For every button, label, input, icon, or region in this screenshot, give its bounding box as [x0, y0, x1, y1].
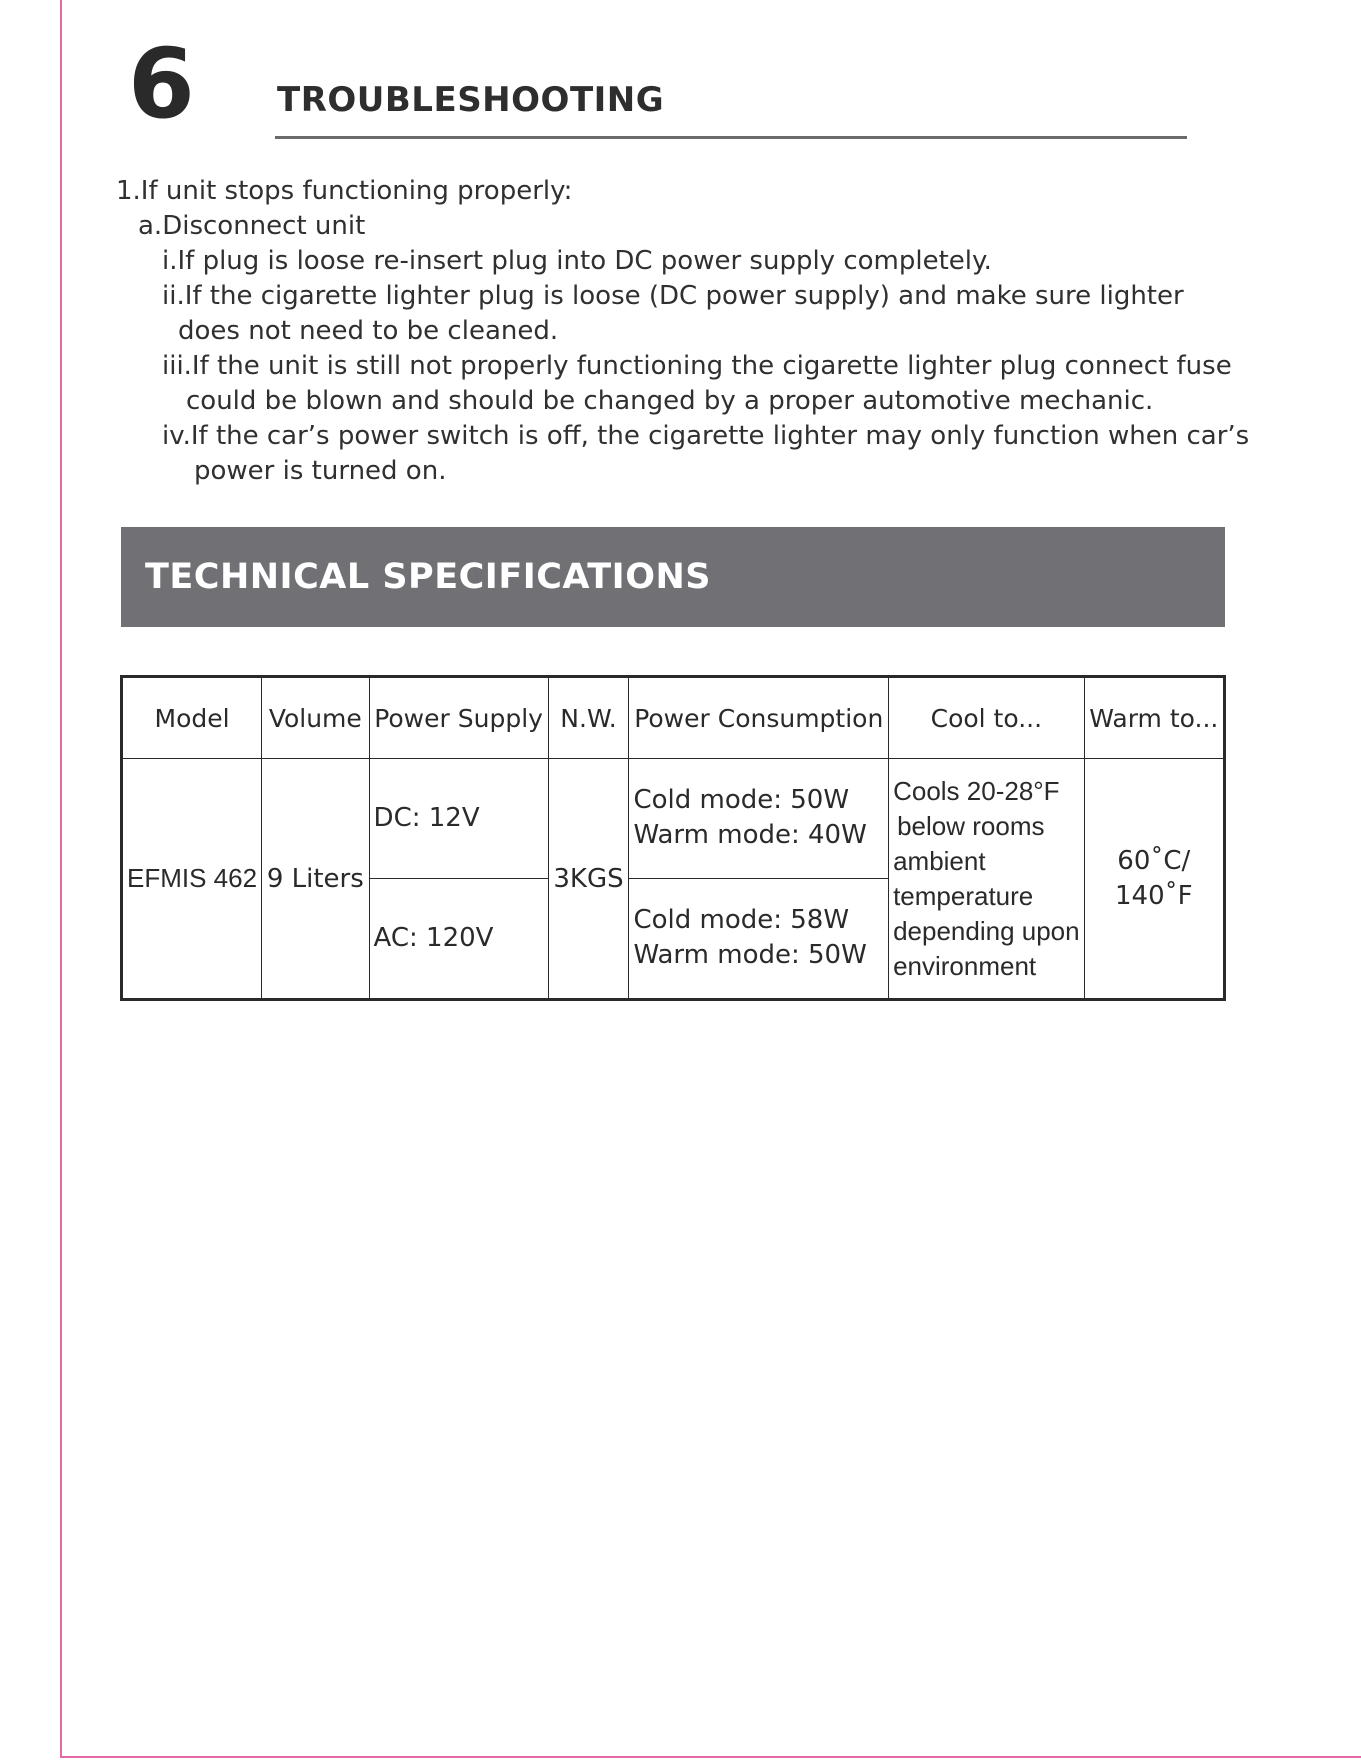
header-warm-to: Warm to... — [1084, 677, 1224, 759]
consumption-dc-cold: Cold mode: 50W — [633, 785, 850, 816]
cell-power-ac — [369, 878, 548, 999]
consumption-ac-warm: Warm mode: 50W — [633, 940, 867, 971]
header-cool-to: Cool to... — [889, 677, 1085, 759]
warm-to-celsius: 60˚C/ — [1117, 845, 1191, 876]
troubleshooting-step-i: i.If plug is loose re-insert plug into DC power supply completely. — [162, 246, 992, 276]
section-title: TROUBLESHOOTING — [277, 80, 665, 120]
power-ac-value: AC: 120V — [373, 923, 494, 954]
technical-specifications-banner — [121, 527, 1225, 627]
troubleshooting-step-iii: iii.If the unit is still not properly functioning the cigarette lighter plug connect fuse — [162, 351, 1232, 381]
cell-power-dc — [369, 759, 548, 879]
model-value: EFMIS 462 — [127, 863, 258, 893]
cell-consumption-dc — [629, 759, 889, 879]
section-number: 6 — [128, 28, 195, 140]
spec-table-row-dc — [122, 759, 1225, 879]
cell-consumption-ac — [629, 878, 889, 999]
page-bottom-line — [60, 1756, 1361, 1758]
header-model: Model — [122, 677, 262, 759]
volume-value: 9 Liters — [266, 863, 364, 894]
troubleshooting-list — [116, 174, 1256, 489]
header-power-supply: Power Supply — [369, 677, 548, 759]
power-dc-value: DC: 12V — [373, 803, 480, 834]
troubleshooting-step-iv-continued: power is turned on. — [194, 456, 447, 486]
cell-net-weight — [548, 759, 629, 1000]
header-net-weight: N.W. — [548, 677, 629, 759]
header-volume: Volume — [262, 677, 369, 759]
cool-to-line: below rooms — [897, 810, 1045, 841]
header-power-consumption: Power Consumption — [629, 677, 889, 759]
warm-to-fahrenheit: 140˚F — [1115, 880, 1193, 911]
troubleshooting-item-1a: a.Disconnect unit — [138, 211, 366, 241]
cool-to-line: environment — [893, 950, 1037, 981]
consumption-dc-warm: Warm mode: 40W — [633, 820, 867, 851]
troubleshooting-item-1: 1.If unit stops functioning properly: — [116, 176, 573, 206]
troubleshooting-step-ii: ii.If the cigarette lighter plug is loose (DC power supply) and make sure lighter — [162, 281, 1184, 311]
cool-to-line: depending upon — [893, 915, 1080, 946]
title-divider — [275, 136, 1187, 139]
cool-to-line: Cools 20-28°F — [893, 775, 1060, 806]
technical-specifications-title: TECHNICAL SPECIFICATIONS — [145, 557, 711, 597]
troubleshooting-step-iv: iv.If the car’s power switch is off, the cigarette lighter may only function when car’s — [162, 421, 1250, 451]
cell-cool-to — [889, 759, 1085, 1000]
consumption-ac-cold: Cold mode: 58W — [633, 905, 850, 936]
cell-volume — [262, 759, 369, 1000]
cell-warm-to — [1084, 759, 1224, 1000]
troubleshooting-step-ii-continued: does not need to be cleaned. — [178, 316, 559, 346]
troubleshooting-step-iii-continued: could be blown and should be changed by a proper automotive mechanic. — [186, 386, 1154, 416]
page-margin-line — [60, 0, 62, 1756]
spec-table — [120, 675, 1226, 1001]
net-weight-value: 3KGS — [553, 863, 624, 894]
cool-to-line: temperature — [893, 880, 1034, 911]
cool-to-line: ambient — [893, 845, 986, 876]
spec-table-header-row — [122, 677, 1225, 759]
cell-model — [122, 759, 262, 1000]
